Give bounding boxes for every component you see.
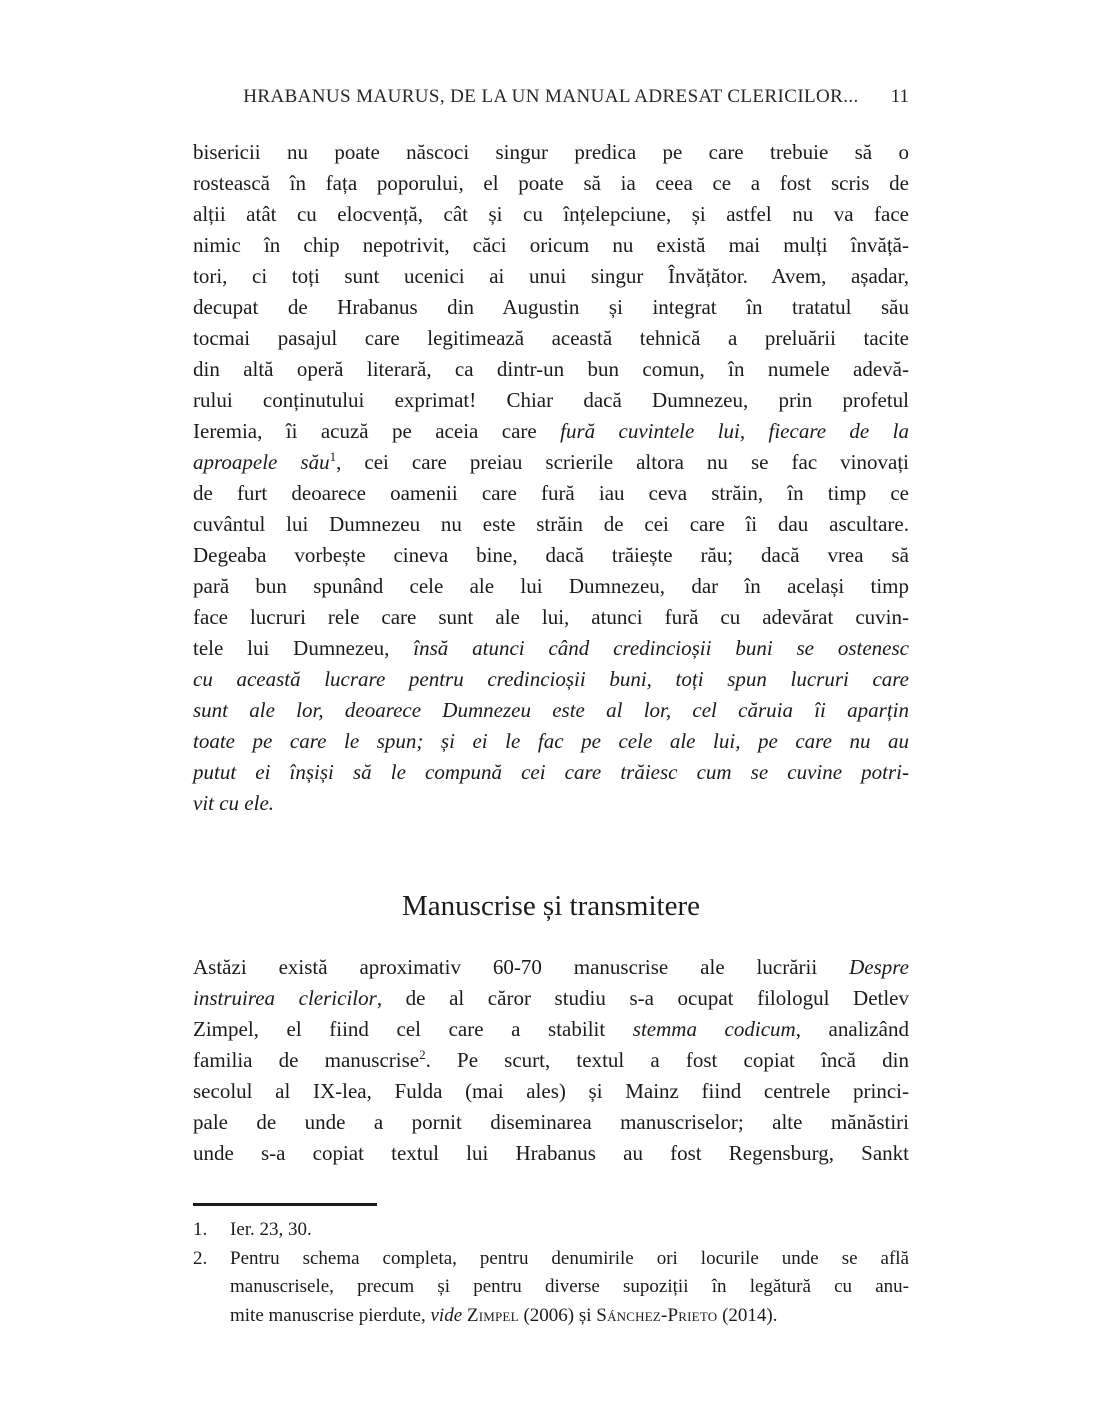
footnote-separator-rule xyxy=(193,1203,377,1206)
footnote-1 xyxy=(193,1216,909,1245)
page-number: 11 xyxy=(890,86,909,107)
paragraph-manuscripts: Astăzi există aproximativ 60-70 manuscrise ale lucrării Despre instruirea clericilor, de al căror studiu s-a ocupat filologul Detlev Zimpel, el fiind cel care a stabilit stemma codicum, analizând familia de manuscrise$^2$. Pe scurt, textul a fost copiat încă din secolul al IX-lea, Fulda (mai ales) și Mainz fiind centrele princi- pale de unde a pornit diseminarea manuscriselor; alte mănăstiri unde s-a copiat textul lui Hrabanus au fost Regensburg, Sankt xyxy=(193,955,909,1165)
footnote-2-number: 2. xyxy=(193,1247,208,1269)
footnote-2 xyxy=(193,1245,909,1331)
footnote-2-text: Pentru schema completa, pentru denumirile ori locurile unde se află manuscrisele, precum și pentru diverse supoziții în legătură cu anu- mite manuscrise pierdute, vide Zimpel (2006) și Sánchez-Prieto (2014). xyxy=(230,1247,909,1326)
section-heading: Manuscrise și transmitere xyxy=(402,890,700,922)
footnote-1-text: Ier. 23, 30. xyxy=(230,1219,312,1240)
footnote-1-number: 1. xyxy=(193,1219,208,1240)
running-header-title: HRABANUS MAURUS, DE LA UN MANUAL ADRESAT CLERICILOR... xyxy=(243,86,859,107)
paragraph-continuation: bisericii nu poate născoci singur predica pe care trebuie să o rostească în fața poporului, el poate să ia ceea ce a fost scris de alții atât cu elocvență, cât și cu înțelepciune, și astfel nu va face nimic în chip nepotrivit, căci oricum nu există mai mulți învăță- tori, ci toți sunt ucenici ai unui singur Învățător. Avem, așadar, decupat de Hrabanus din Augustin și integrat în tratatul său tocmai pasajul care legitimează această tehnică a preluării tacite din altă operă literară, ca dintr-un bun comun, în numele adevă- rului conținutului exprimat! Chiar dacă Dumnezeu, prin profetul Ieremia, îi acuză pe aceia care fură cuvintele lui, fiecare de la aproapele său$^1$, cei care preiau scrierile altora nu se fac vinovați de furt deoarece oamenii care fură iau ceva străin, în timp ce cuvântul lui Dumnezeu nu este străin de cei care îi dau ascultare. Degeaba vorbește cineva bine, dacă trăiește rău; dacă vrea să pară bun spunând cele ale lui Dumnezeu, dar în același timp face lucruri rele care sunt ale lui, atunci fură cu adevărat cuvin- tele lui Dumnezeu, însă atunci când credincioșii buni se ostenesc cu această lucrare pentru credincioșii buni, toți spun lucruri care sunt ale lor, deoarece Dumnezeu este al lor, cel căruia îi aparțin toate pe care le spun; și ei le fac pe cele ale lui, pe care nu au putut ei înșiși să le compună cei care trăiesc cum se cuvine potri- vit cu ele. xyxy=(193,140,910,815)
running-header xyxy=(193,86,909,112)
footnotes-block xyxy=(193,1216,909,1330)
